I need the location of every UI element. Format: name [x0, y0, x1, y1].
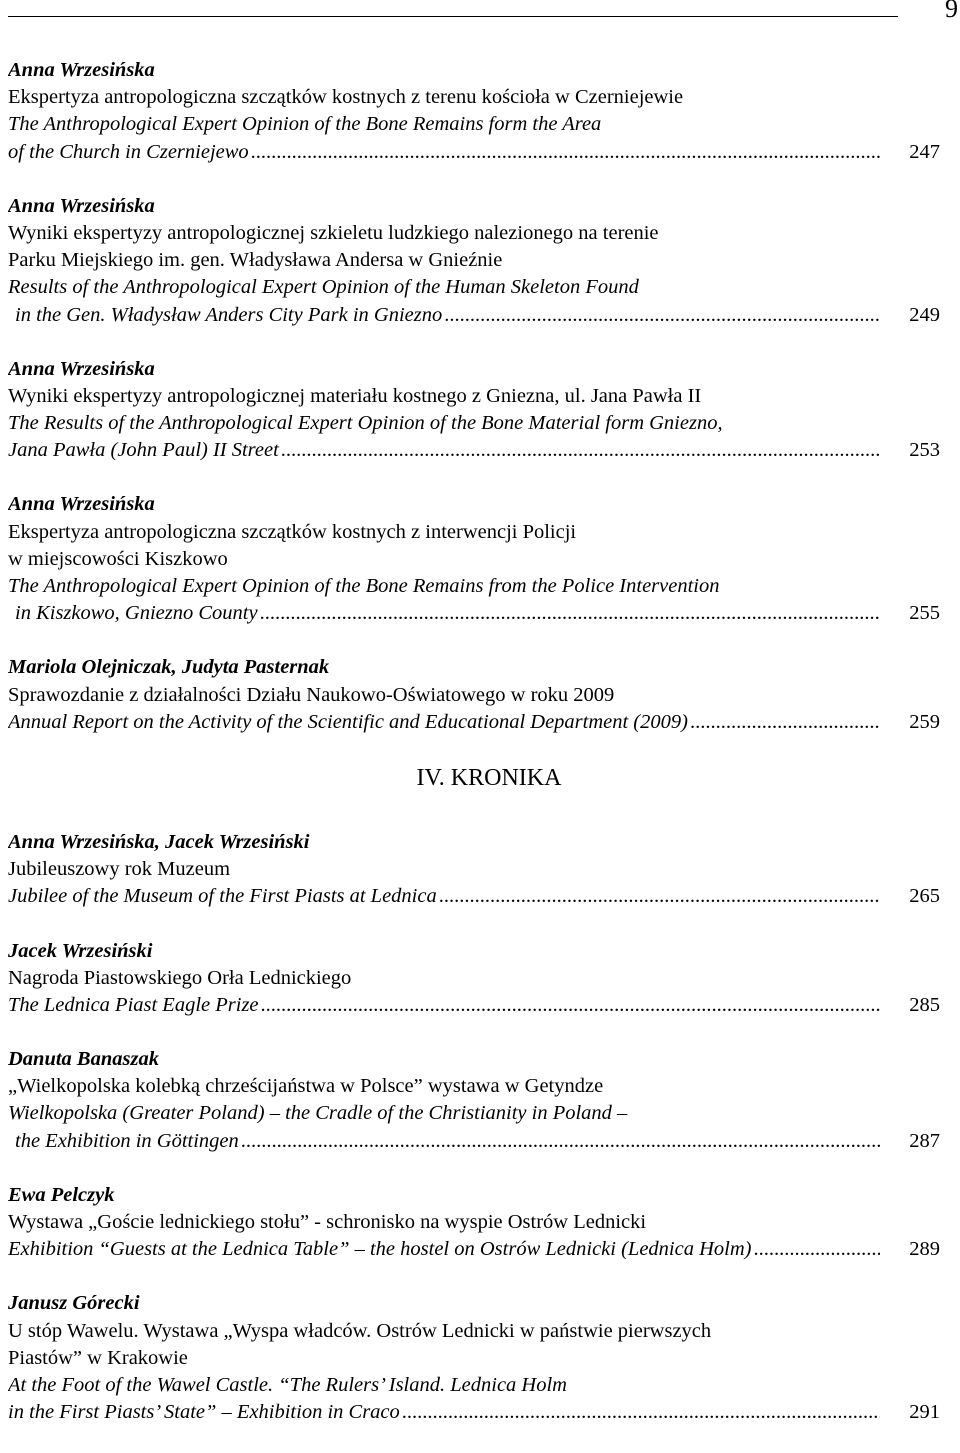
dot-leader	[260, 600, 880, 627]
toc-entry	[8, 193, 940, 329]
entry-author: Danuta Banaszak	[8, 1048, 159, 1071]
dot-leader	[402, 1399, 880, 1426]
entry-title-english: Exhibition “Guests at the Lednica Table” – the hostel on Ostrów Lednicki (Lednica Holm)	[8, 1238, 752, 1261]
entry-title-english: of the Church in Czerniejewo	[8, 140, 249, 163]
page-number: 9	[945, 0, 958, 23]
entry-title-english: The Anthropological Expert Opinion of the Bone Remains from the Police Intervention	[8, 575, 720, 597]
entry-title-english: The Anthropological Expert Opinion of the Bone Remains form the Area	[8, 113, 602, 136]
entry-page-number: 287	[909, 1129, 940, 1152]
entry-title-english: in the Gen. Władysław Anders City Park in Gniezno	[15, 303, 443, 326]
entry-title-polish: Wyniki ekspertyzy antropologicznej materiału kostnego z Gniezna, ul. Jana Pawła II	[8, 384, 702, 407]
entry-page-number: 253	[909, 439, 940, 462]
toc-entry	[8, 938, 940, 1020]
toc-entry	[8, 491, 940, 627]
entry-title-polish: Parku Miejskiego im. gen. Władysława Andersa w Gnieźnie	[8, 249, 503, 272]
dot-leader	[444, 302, 880, 329]
entry-last-line	[8, 139, 940, 166]
dot-leader	[439, 883, 880, 910]
toc-entry	[8, 57, 940, 166]
entry-last-line	[8, 302, 940, 329]
entry-last-line	[8, 600, 940, 627]
entry-title-polish: Wystawa „Goście lednickiego stołu” - schronisko na wyspie Ostrów Lednicki	[8, 1211, 647, 1233]
entry-page-number: 259	[909, 710, 940, 733]
entry-page-number: 247	[909, 140, 940, 163]
entry-title-english: Annual Report on the Activity of the Scientific and Educational Department (2009)	[8, 710, 688, 733]
entry-title-polish: Nagroda Piastowskiego Orła Lednickiego	[8, 966, 352, 989]
toc-entry	[8, 829, 940, 911]
entry-page-number: 291	[909, 1401, 940, 1424]
entry-title-polish: Wyniki ekspertyzy antropologicznej szkieletu ludzkiego nalezionego na terenie	[8, 221, 659, 244]
dot-leader	[753, 1236, 880, 1263]
dot-leader	[261, 992, 880, 1019]
entry-author: Jacek Wrzesiński	[8, 939, 153, 962]
entry-title-english: the Exhibition in Göttingen	[15, 1129, 239, 1152]
entry-author: Anna Wrzesińska	[8, 493, 155, 516]
toc-entry	[8, 654, 940, 736]
entry-title-polish: w miejscowości Kiszkowo	[8, 547, 228, 570]
entry-last-line	[8, 1236, 940, 1263]
entry-title-english: Results of the Anthropological Expert Opinion of the Human Skeleton Found	[8, 276, 639, 299]
entry-author: Anna Wrzesińska	[8, 194, 155, 217]
entry-title-english: The Lednica Piast Eagle Prize	[8, 993, 259, 1016]
entry-author: Anna Wrzesińska	[8, 59, 155, 81]
entry-last-line	[8, 1399, 940, 1426]
entry-last-line	[8, 709, 940, 736]
entry-page-number: 265	[909, 885, 940, 908]
entry-author: Ewa Pelczyk	[8, 1183, 115, 1206]
table-of-contents	[8, 57, 940, 1453]
entry-page-number: 285	[909, 993, 940, 1016]
toc-entry	[8, 1046, 940, 1155]
entry-title-english: Jana Pawła (John Paul) II Street	[8, 439, 279, 462]
dot-leader	[241, 1128, 880, 1155]
entry-author: Janusz Górecki	[8, 1292, 140, 1315]
entry-last-line	[8, 883, 940, 910]
entry-title-polish: „Wielkopolska kolebką chrześcijaństwa w Polsce” wystawa w Getyndze	[8, 1075, 604, 1098]
entry-title-english: in Kiszkowo, Gniezno County	[15, 602, 258, 625]
dot-leader	[251, 139, 880, 166]
toc-entry	[8, 1290, 940, 1426]
entry-title-polish: Ekspertyza antropologiczna szczątków kostnych z terenu kościoła w Czerniejewie	[8, 86, 684, 109]
toc-entry	[8, 1182, 940, 1264]
dot-leader	[281, 437, 880, 464]
entry-title-polish: U stóp Wawelu. Wystawa „Wyspa władców. Ostrów Lednicki w państwie pierwszych	[8, 1319, 712, 1342]
entry-author: Anna Wrzesińska, Jacek Wrzesiński	[8, 830, 310, 853]
dot-leader	[690, 709, 880, 736]
entry-title-polish: Sprawozdanie z działalności Działu Naukowo-Oświatowego w roku 2009	[8, 683, 615, 706]
entry-page-number: 289	[909, 1238, 940, 1261]
entry-title-polish: Ekspertyza antropologiczna szczątków kostnych z interwencji Policji	[8, 520, 577, 543]
entry-title-english: Wielkopolska (Greater Poland) – the Cradle of the Christianity in Poland –	[8, 1102, 628, 1125]
entry-title-english: in the First Piasts’ State” – Exhibition in Craco	[8, 1401, 400, 1424]
entry-author: Mariola Olejniczak, Judyta Pasternak	[8, 656, 330, 679]
entry-title-english: The Results of the Anthropological Expert Opinion of the Bone Material form Gniezno,	[8, 412, 723, 435]
entry-title-english: At the Foot of the Wawel Castle. “The Rulers’ Island. Lednica Holm	[8, 1373, 567, 1396]
entry-page-number: 249	[909, 303, 940, 326]
entry-title-english: Jubilee of the Museum of the First Piasts at Lednica	[8, 885, 437, 908]
entry-title-polish: Jubileuszowy rok Muzeum	[8, 858, 231, 881]
entry-last-line	[8, 992, 940, 1019]
entry-last-line	[8, 1128, 940, 1155]
entry-page-number: 255	[909, 602, 940, 625]
section-heading: IV. KRONIKA	[416, 764, 562, 791]
header-rule	[8, 16, 898, 17]
entry-title-polish: Piastów” w Krakowie	[8, 1346, 188, 1369]
entry-author: Anna Wrzesińska	[8, 357, 155, 380]
entry-last-line	[8, 437, 940, 464]
toc-entry	[8, 356, 940, 465]
